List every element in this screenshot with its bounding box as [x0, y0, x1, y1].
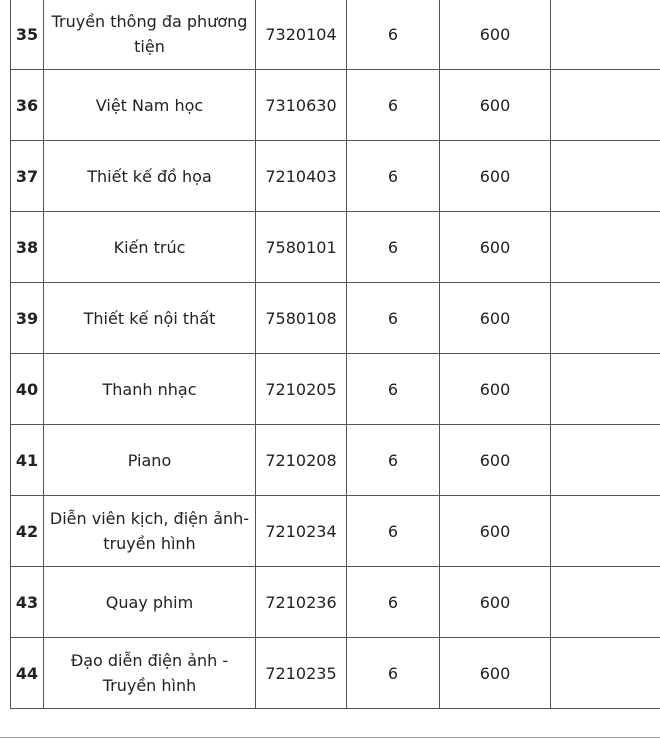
table-row [11, 567, 660, 638]
note-cell [551, 212, 660, 283]
subject-count-cell: 6 [347, 0, 440, 70]
score-cell: 600 [440, 70, 551, 141]
note-cell [551, 354, 660, 425]
major-name-cell: Diễn viên kịch, điện ảnh-truyền hình [44, 496, 256, 567]
score-cell: 600 [440, 425, 551, 496]
row-number-cell: 40 [11, 354, 44, 425]
table-body [11, 0, 660, 709]
row-number-cell: 41 [11, 425, 44, 496]
subject-count-cell: 6 [347, 141, 440, 212]
table-row [11, 70, 660, 141]
score-cell: 600 [440, 496, 551, 567]
major-name-cell: Thiết kế đồ họa [44, 141, 256, 212]
table-row [11, 212, 660, 283]
score-cell: 600 [440, 283, 551, 354]
row-number-cell: 42 [11, 496, 44, 567]
subject-count-cell: 6 [347, 283, 440, 354]
row-number-cell: 43 [11, 567, 44, 638]
major-name-cell: Đạo diễn điện ảnh - Truyền hình [44, 638, 256, 709]
row-number-cell: 38 [11, 212, 44, 283]
row-number-cell: 39 [11, 283, 44, 354]
major-name-cell: Thanh nhạc [44, 354, 256, 425]
note-cell [551, 567, 660, 638]
major-code-cell: 7210236 [256, 567, 347, 638]
table-row [11, 638, 660, 709]
major-name-cell: Việt Nam học [44, 70, 256, 141]
table-row [11, 283, 660, 354]
score-cell: 600 [440, 141, 551, 212]
subject-count-cell: 6 [347, 638, 440, 709]
table-row [11, 141, 660, 212]
row-number-cell: 35 [11, 0, 44, 70]
major-code-cell: 7210234 [256, 496, 347, 567]
subject-count-cell: 6 [347, 567, 440, 638]
note-cell [551, 70, 660, 141]
major-name-cell: Quay phim [44, 567, 256, 638]
table-row [11, 0, 660, 70]
subject-count-cell: 6 [347, 354, 440, 425]
admission-table [10, 0, 660, 709]
major-code-cell: 7580108 [256, 283, 347, 354]
major-code-cell: 7210205 [256, 354, 347, 425]
note-cell [551, 0, 660, 70]
table-row [11, 354, 660, 425]
subject-count-cell: 6 [347, 70, 440, 141]
score-cell: 600 [440, 354, 551, 425]
major-code-cell: 7580101 [256, 212, 347, 283]
note-cell [551, 141, 660, 212]
divider [0, 737, 660, 738]
major-code-cell: 7210208 [256, 425, 347, 496]
row-number-cell: 37 [11, 141, 44, 212]
score-cell: 600 [440, 212, 551, 283]
major-code-cell: 7210235 [256, 638, 347, 709]
score-cell: 600 [440, 0, 551, 70]
table-row [11, 496, 660, 567]
subject-count-cell: 6 [347, 212, 440, 283]
table-row [11, 425, 660, 496]
major-name-cell: Piano [44, 425, 256, 496]
major-code-cell: 7210403 [256, 141, 347, 212]
subject-count-cell: 6 [347, 496, 440, 567]
note-cell [551, 283, 660, 354]
major-code-cell: 7320104 [256, 0, 347, 70]
note-cell [551, 425, 660, 496]
row-number-cell: 44 [11, 638, 44, 709]
note-cell [551, 638, 660, 709]
score-cell: 600 [440, 638, 551, 709]
score-cell: 600 [440, 567, 551, 638]
major-name-cell: Thiết kế nội thất [44, 283, 256, 354]
major-code-cell: 7310630 [256, 70, 347, 141]
major-name-cell: Kiến trúc [44, 212, 256, 283]
row-number-cell: 36 [11, 70, 44, 141]
note-cell [551, 496, 660, 567]
subject-count-cell: 6 [347, 425, 440, 496]
major-name-cell: Truyền thông đa phương tiện [44, 0, 256, 70]
